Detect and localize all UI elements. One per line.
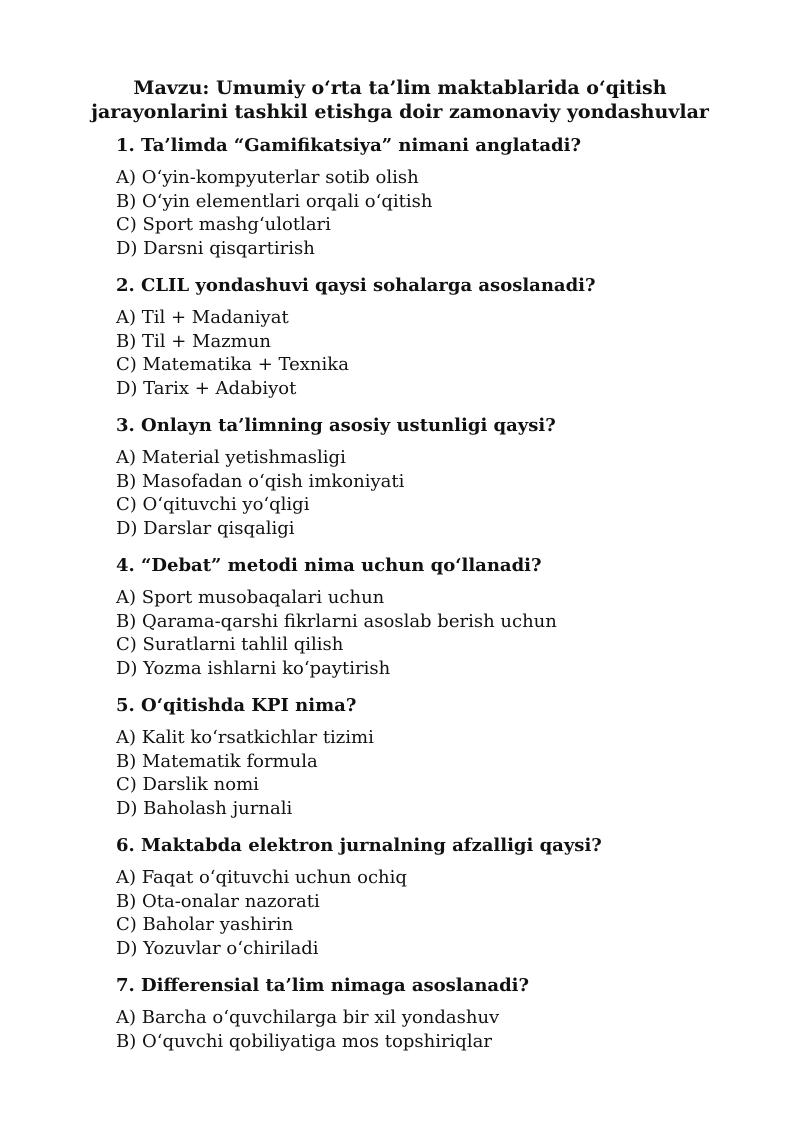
option-d: D) Yozuvlar o‘chiriladi [116, 937, 319, 959]
question-2 [116, 274, 776, 400]
option-c: C) Sport mashg‘ulotlari [116, 214, 331, 235]
question-3 [116, 414, 776, 540]
option-a: A) Til + Madaniyat [116, 307, 289, 328]
option-c: C) O‘qituvchi yo‘qligi [116, 494, 310, 515]
option-d: D) Baholash jurnali [116, 797, 293, 819]
title-line-1: Mavzu: Umumiy o‘rta ta’lim maktablarida o‘qitish [133, 77, 667, 99]
option-b: B) Qarama-qarshi fikrlarni asoslab berish uchun [116, 610, 557, 632]
option-b: B) Ota-onalar nazorati [116, 890, 320, 912]
option-a: A) Sport musobaqalari uchun [116, 587, 385, 608]
option-c: C) Suratlarni tahlil qilish [116, 634, 344, 655]
question-4 [116, 554, 776, 680]
option-b: B) O‘yin elementlari orqali o‘qitish [116, 190, 433, 212]
option-c: C) Baholar yashirin [116, 914, 294, 935]
question-title: 7. Differensial ta’lim nimaga asoslanadi? [116, 975, 530, 996]
option-a: A) Barcha o‘quvchilarga bir xil yondashuv [116, 1007, 500, 1028]
question-title: 5. O‘qitishda KPI nima? [116, 695, 357, 716]
title-line-2: jarayonlarini tashkil etishga doir zamonaviy yondashuvlar [91, 101, 709, 123]
option-a: A) Faqat o‘qituvchi uchun ochiq [116, 867, 407, 888]
option-b: B) O‘quvchi qobiliyatiga mos topshiriqlar [116, 1030, 492, 1052]
option-a: A) O‘yin-kompyuterlar sotib olish [116, 167, 419, 188]
option-c: C) Darslik nomi [116, 774, 259, 795]
option-d: D) Tarix + Adabiyot [116, 377, 297, 399]
option-b: B) Masofadan o‘qish imkoniyati [116, 470, 405, 492]
option-a: A) Kalit ko‘rsatkichlar tizimi [116, 727, 374, 748]
question-1 [116, 134, 776, 260]
question-title: 4. “Debat” metodi nima uchun qo‘llanadi? [116, 555, 542, 576]
option-d: D) Darslar qisqaligi [116, 517, 295, 539]
option-d: D) Yozma ishlarni ko‘paytirish [116, 657, 391, 679]
option-a: A) Material yetishmasligi [116, 447, 346, 468]
option-c: C) Matematika + Texnika [116, 354, 349, 375]
question-title: 6. Maktabda elektron jurnalning afzalligi qaysi? [116, 835, 602, 856]
question-title: 3. Onlayn ta’limning asosiy ustunligi qaysi? [116, 415, 556, 436]
question-5 [116, 694, 776, 820]
question-6 [116, 834, 776, 960]
option-d: D) Darsni qisqartirish [116, 237, 315, 259]
question-title: 1. Ta’limda “Gamifikatsiya” nimani anglatadi? [116, 135, 582, 156]
page-title [0, 76, 800, 124]
question-title: 2. CLIL yondashuvi qaysi sohalarga asoslanadi? [116, 275, 596, 296]
option-b: B) Matematik formula [116, 750, 318, 772]
option-b: B) Til + Mazmun [116, 330, 271, 352]
question-7 [116, 974, 776, 1053]
